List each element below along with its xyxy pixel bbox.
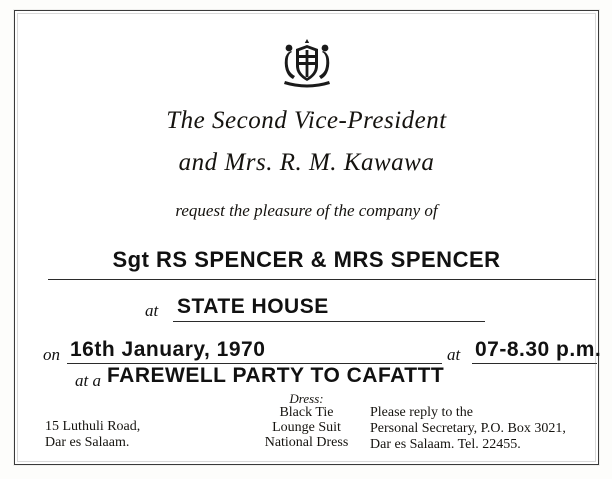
invitation-paper (14, 10, 602, 465)
host-title-line-1: The Second Vice-President (166, 107, 447, 134)
dress-option: Lounge Suit (272, 420, 341, 435)
occasion-label: at a (75, 371, 101, 390)
guest-name-rule (48, 279, 596, 280)
reply-address (370, 405, 566, 453)
reply-address-line: Dar es Salaam. Tel. 22455. (370, 437, 521, 452)
national-emblem-icon (15, 39, 598, 91)
venue-label: at (145, 301, 159, 320)
venue-field: STATE HOUSE (177, 295, 329, 318)
date-label: on (43, 345, 60, 364)
host-address (45, 419, 140, 451)
time-field: 07-8.30 p.m. (475, 338, 602, 361)
time-rule (472, 363, 597, 364)
host-address-line: Dar es Salaam. (45, 435, 130, 450)
dress-heading: Dress: (289, 391, 324, 406)
date-field: 16th January, 1970 (70, 338, 266, 361)
time-label: at (447, 345, 461, 364)
dress-option: National Dress (264, 435, 349, 450)
request-line: request the pleasure of the company of (175, 201, 438, 220)
host-address-line: 15 Luthuli Road, (45, 419, 141, 434)
venue-rule (173, 321, 485, 322)
guest-name-field: Sgt RS SPENCER & MRS SPENCER (112, 247, 501, 272)
reply-address-line: Please reply to the (370, 405, 474, 420)
host-title-line-2: and Mrs. R. M. Kawawa (178, 149, 435, 176)
reply-address-line: Personal Secretary, P.O. Box 3021, (370, 421, 566, 436)
occasion-field: FAREWELL PARTY TO CAFATTT (107, 364, 445, 387)
dress-option: Black Tie (279, 405, 334, 420)
